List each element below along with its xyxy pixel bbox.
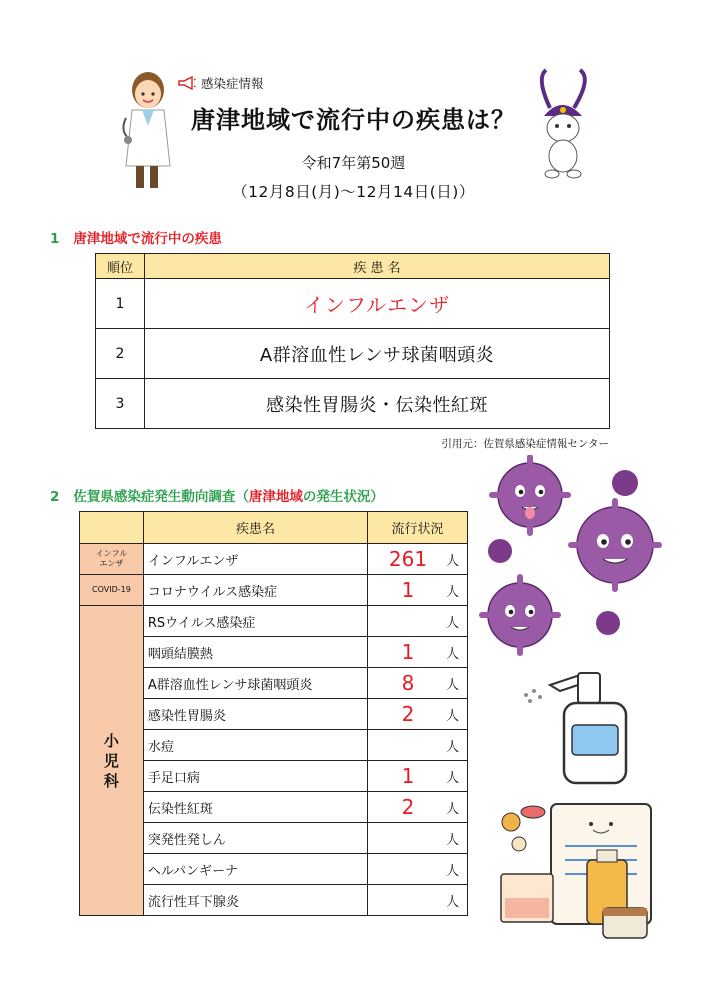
- status-header-row: [80, 512, 468, 544]
- status-col-status: 流行状況: [368, 512, 468, 544]
- ranking-col-rank: 順位: [96, 254, 145, 279]
- virus-illustration: [475, 455, 675, 665]
- count-cell: [368, 854, 468, 885]
- disease-name: ヘルパンギーナ: [143, 854, 367, 885]
- count-cell: [368, 544, 468, 575]
- disease-name: インフルエンザ: [143, 544, 367, 575]
- section1-title-region: 唐津地域: [73, 231, 128, 247]
- medicine-illustration: [493, 790, 668, 950]
- ranking-col-name: 疾 患 名: [145, 254, 610, 279]
- ranking-row: [96, 279, 610, 329]
- category-pediatrics: 小 児 科: [80, 606, 144, 916]
- disease-name: A群溶血性レンサ球菌咽頭炎: [143, 668, 367, 699]
- section2-title: 佐賀県感染症発生動向調査（: [73, 489, 249, 505]
- category-influenza: インフル エンザ: [80, 544, 144, 575]
- ranking-rank: 1: [96, 279, 145, 329]
- section2-title-end: の発生状況）: [302, 489, 384, 505]
- count-unit: 人: [445, 894, 459, 910]
- count-value: 1: [401, 578, 415, 602]
- count-cell: [368, 823, 468, 854]
- ranking-header-row: [96, 254, 610, 279]
- count-cell: [368, 637, 468, 668]
- ranking-table: [95, 253, 610, 429]
- count-cell: [368, 885, 468, 916]
- table-row: [80, 606, 468, 637]
- ranking-rank: 2: [96, 329, 145, 379]
- ranking-disease: インフルエンザ: [145, 279, 610, 329]
- status-col-name: 疾患名: [143, 512, 367, 544]
- week-label: 令和7年第50週: [301, 154, 406, 172]
- count-value: 8: [401, 671, 415, 695]
- disease-name: 感染性胃腸炎: [143, 699, 367, 730]
- count-unit: 人: [445, 615, 459, 631]
- count-cell: [368, 575, 468, 606]
- count-cell: [368, 699, 468, 730]
- ranking-rank: 3: [96, 379, 145, 429]
- disease-name: 突発性発しん: [143, 823, 367, 854]
- info-label: [178, 74, 264, 92]
- count-value: 2: [401, 702, 415, 726]
- count-unit: 人: [445, 646, 459, 662]
- count-unit: 人: [445, 863, 459, 879]
- count-cell: [368, 668, 468, 699]
- category-covid: COVID-19: [80, 575, 144, 606]
- section2-heading: [50, 485, 384, 505]
- source-note: 引用元：佐賀県感染症情報センター: [441, 438, 609, 450]
- section1-title-rest: で流行中の疾患: [127, 231, 222, 247]
- count-unit: 人: [445, 677, 459, 693]
- count-unit: 人: [445, 770, 459, 786]
- sanitizer-illustration: [520, 665, 640, 790]
- ranking-row: [96, 329, 610, 379]
- count-unit: 人: [445, 584, 459, 600]
- section1-heading: [50, 227, 222, 247]
- disease-name: RSウイルス感染症: [143, 606, 367, 637]
- megaphone-icon: [178, 76, 196, 90]
- table-row: [80, 575, 468, 606]
- count-unit: 人: [445, 801, 459, 817]
- ranking-row: [96, 379, 610, 429]
- section1-number: 1: [50, 231, 60, 247]
- count-unit: 人: [445, 708, 459, 724]
- section2-title-region: 唐津地域: [248, 489, 303, 505]
- count-value: 1: [401, 764, 415, 788]
- section2-number: 2: [50, 489, 60, 505]
- ranking-disease: A群溶血性レンサ球菌咽頭炎: [145, 329, 610, 379]
- count-cell: [368, 730, 468, 761]
- mascot-illustration: [530, 68, 598, 180]
- count-value: 1: [401, 640, 415, 664]
- disease-name: 手足口病: [143, 761, 367, 792]
- ranking-disease: 感染性胃腸炎・伝染性紅斑: [145, 379, 610, 429]
- info-label-text: 感染症情報: [201, 76, 264, 91]
- page-title: 唐津地域で流行中の疾患は？: [191, 106, 516, 134]
- disease-name: 伝染性紅斑: [143, 792, 367, 823]
- count-value: 2: [401, 795, 415, 819]
- date-range: （12月8日(月)〜12月14日(日)）: [232, 183, 475, 201]
- count-value: 261: [388, 547, 428, 571]
- count-cell: [368, 606, 468, 637]
- count-unit: 人: [445, 553, 459, 569]
- status-col-category: [80, 512, 144, 544]
- count-cell: [368, 761, 468, 792]
- count-unit: 人: [445, 832, 459, 848]
- count-cell: [368, 792, 468, 823]
- disease-name: 咽頭結膜熱: [143, 637, 367, 668]
- status-table: [79, 511, 468, 916]
- count-unit: 人: [445, 739, 459, 755]
- disease-name: コロナウイルス感染症: [143, 575, 367, 606]
- disease-name: 水痘: [143, 730, 367, 761]
- disease-name: 流行性耳下腺炎: [143, 885, 367, 916]
- table-row: [80, 544, 468, 575]
